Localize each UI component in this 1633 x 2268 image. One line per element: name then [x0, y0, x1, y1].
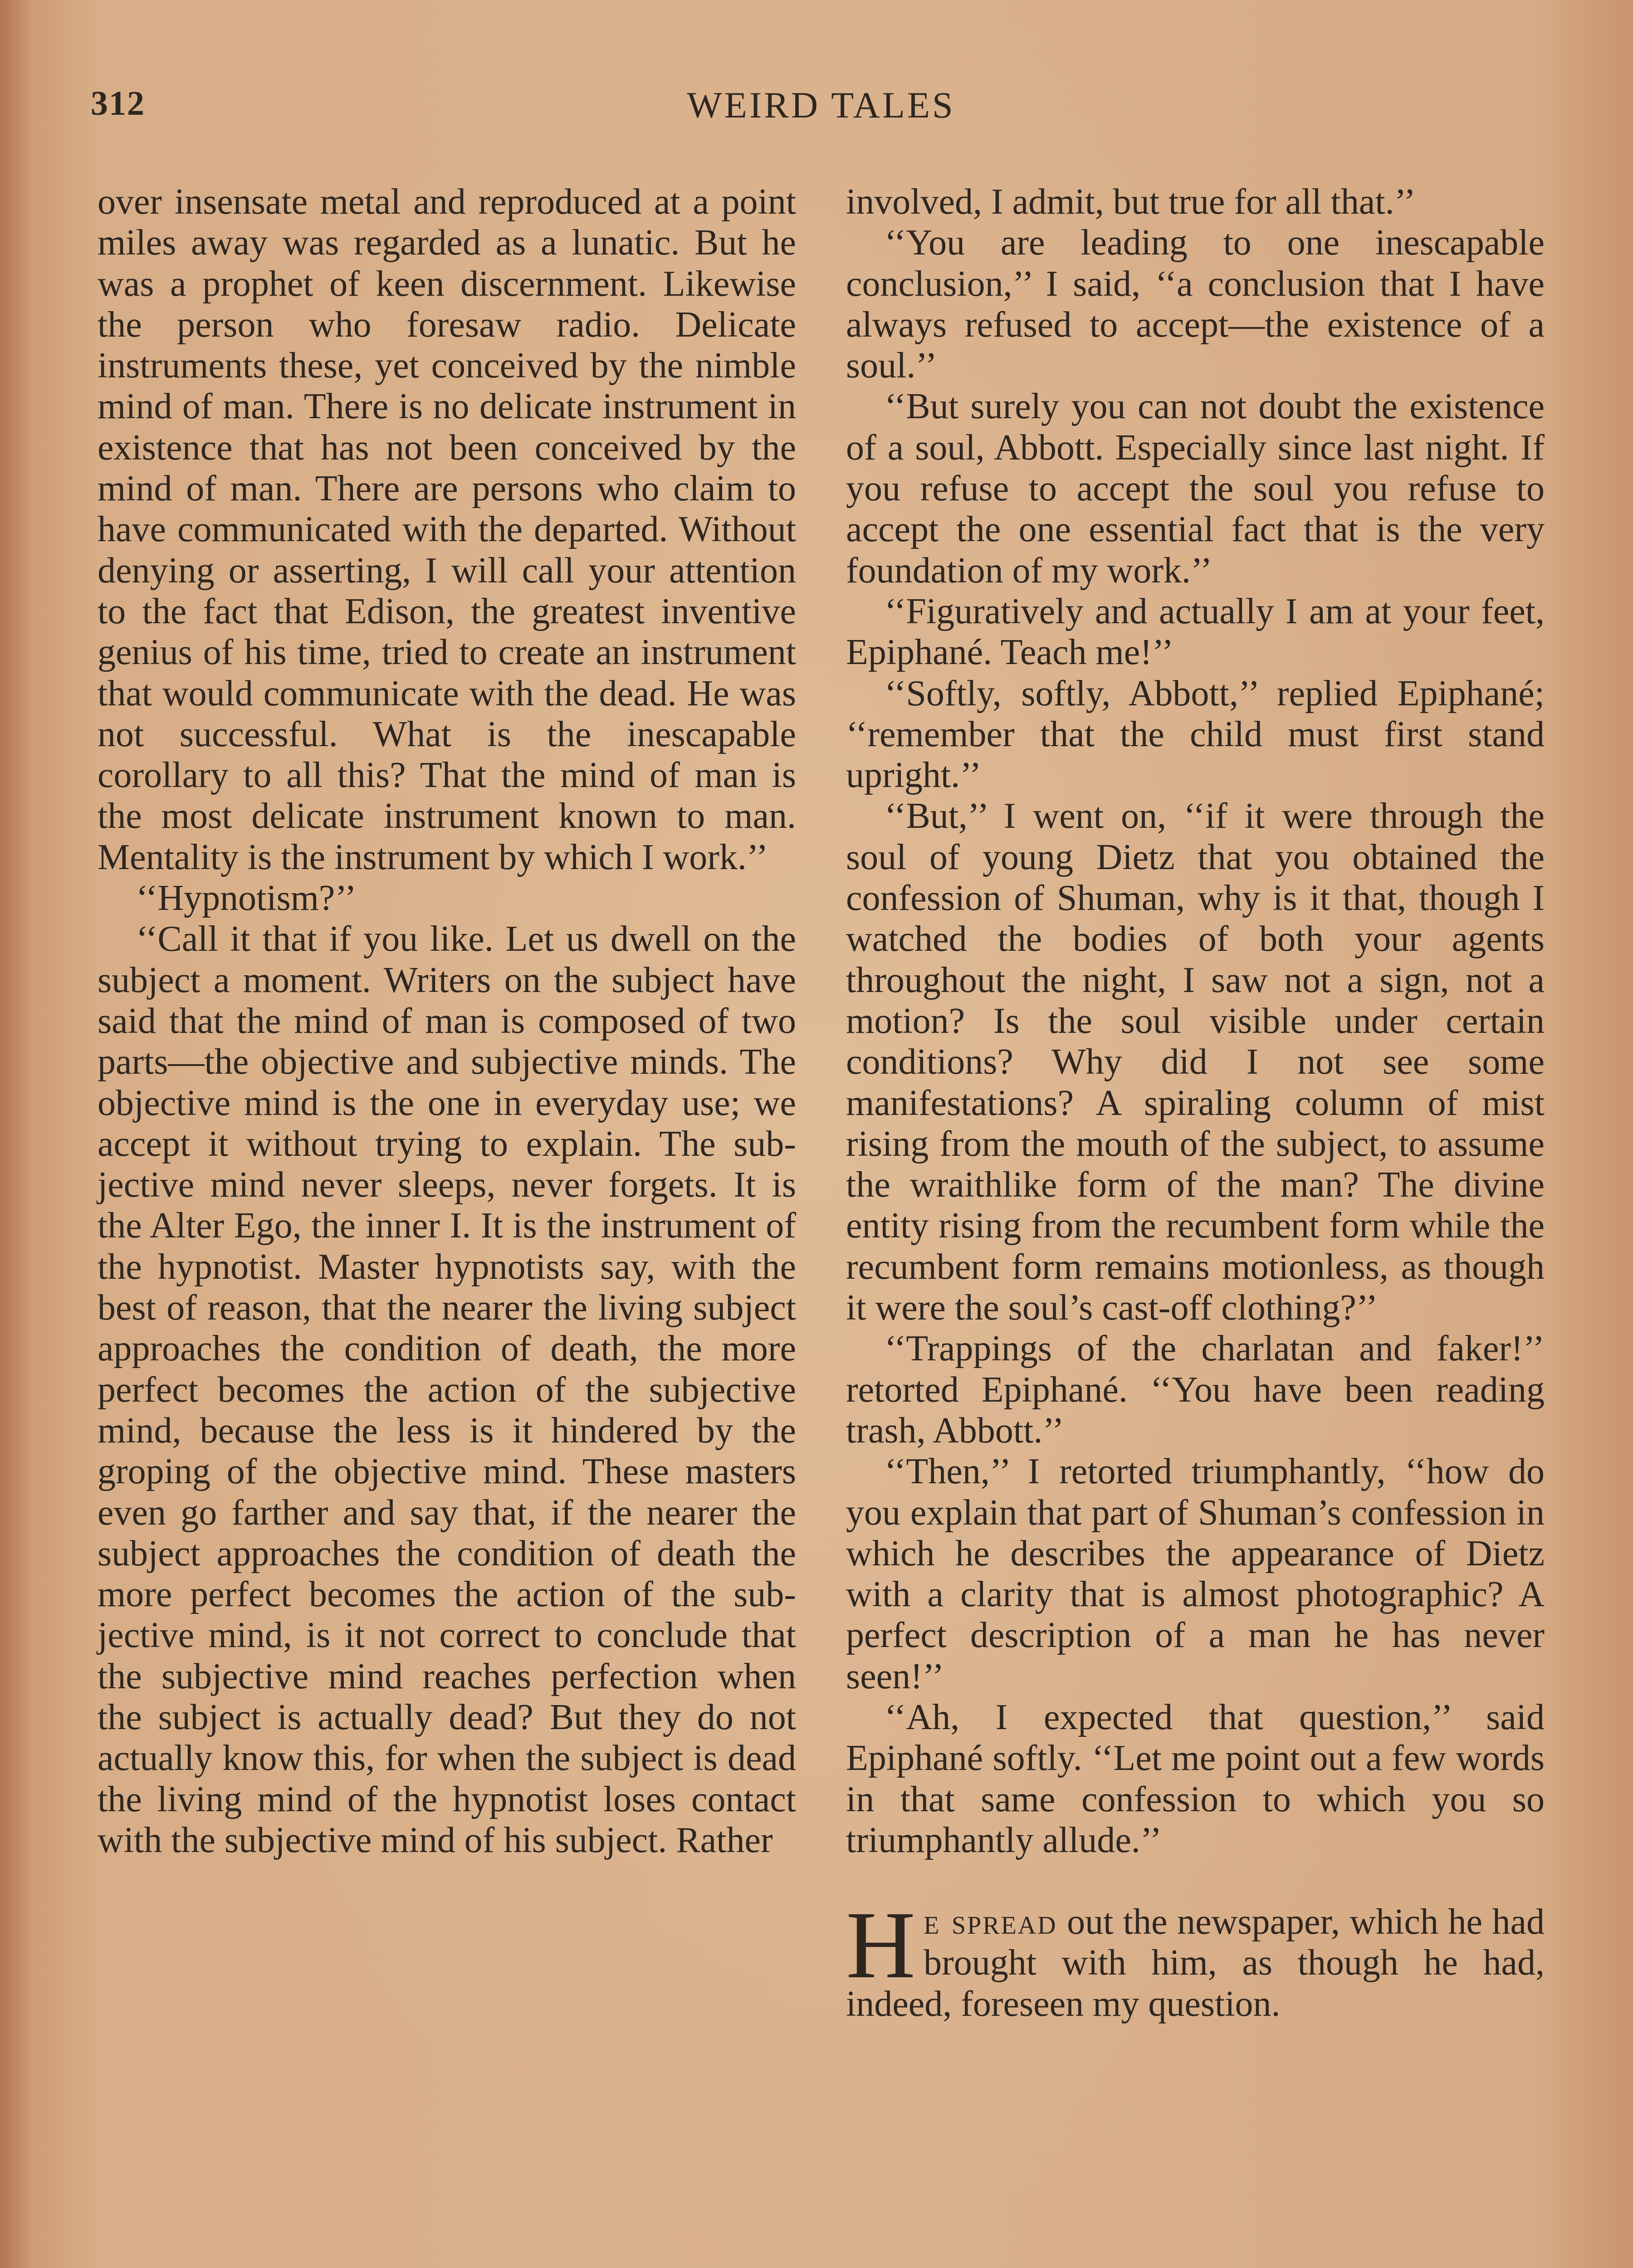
section-break: [846, 1861, 1545, 1901]
paragraph: ‘‘Figuratively and actually I am at your feet, Epiphané. Teach me!’’: [846, 591, 1545, 673]
paragraph: ‘‘Ah, I expected that question,’’ said Epiphané softly. ‘‘Let me point out a few words in that same confession to which you so triumphantly allude.’’: [846, 1697, 1545, 1860]
paragraph: ‘‘Softly, softly, Abbott,’’ replied Epiphané; ‘‘remember that the child must first stand upright.’’: [846, 673, 1545, 796]
right-column: [846, 181, 1545, 2024]
paragraph: ‘‘Trappings of the charlatan and faker!’’ retorted Epiphané. ‘‘You have been reading trash, Abbott.’’: [846, 1329, 1545, 1451]
drop-cap: H: [846, 1892, 916, 1999]
paragraph: ‘‘Hypnotism?’’: [136, 878, 357, 919]
running-head: WEIRD TALES: [687, 84, 955, 126]
paragraph-text: out the newspaper, which he had brought with him, as though he had, indeed, foreseen my question.: [846, 1902, 1545, 2024]
page-number: 312: [91, 84, 145, 122]
paragraph: ‘‘But,’’ I went on, ‘‘if it were through the soul of young Dietz that you obtained the confession of Shuman, why is it that, though I watched the bodies of both your agents throughout the night, I saw not a sign, not a motion? Is the soul visible under certain conditions? Why did I not see some manifestations? A spiraling column of mist rising from the mouth of the subject, to assume the wraithlike form of the man? The divine entity rising from the recumbent form while the recumbent form remains motionless, as though it were the soul’s cast-off clothing?’’: [846, 796, 1545, 1328]
paragraph: ‘‘Then,’’ I retorted triumphantly, ‘‘how do you explain that part of Shuman’s confession in which he describes the appearance of Dietz with a clarity that is almost photographic? A perfect description of a man he has never seen!’’: [846, 1452, 1545, 1696]
left-column: [98, 181, 796, 1861]
paragraph: ‘‘You are leading to one inescapable conclusion,’’ I said, ‘‘a conclusion that I have always refused to accept—the existence of a soul.’’: [846, 223, 1545, 386]
paragraph: involved, I admit, but true for all that.’’: [846, 182, 1416, 222]
page-header: [91, 84, 1551, 134]
small-caps-lead: e spread: [924, 1902, 1057, 1942]
paragraph: ‘‘But surely you can not doubt the existence of a soul, Abbott. Especially since last night. If you refuse to accept the soul you refuse to accept the one essential fact that is the very foundation of my work.’’: [846, 386, 1545, 591]
paragraph: over insensate metal and reproduced at a point miles away was regarded as a lunatic. But he was a prophet of keen discernment. Likewise the person who foresaw radio. Delicate instruments these, yet conceived by the nimble mind of man. There is no delicate instrument in existence that has not been conceived by the mind of man. There are persons who claim to have communicated with the departed. Without denying or asserting, I will call your attention to the fact that Edison, the greatest inventive genius of his time, tried to create an instrument that would communicate with the dead. He was not successful. What is the inescapable corollary to all this? That the mind of man is the most delicate instrument known to man. Mentality is the instrument by which I work.’’: [98, 182, 796, 877]
section-opening-paragraph: [846, 1892, 1545, 2024]
paragraph: ‘‘Call it that if you like. Let us dwell on the subject a moment. Writers on the subject have said that the mind of man is composed of two parts—the objective and subjective minds. The objective mind is the one in everyday use; we accept it without trying to explain. The subjective mind never sleeps, never forgets. It is the Alter Ego, the inner I. It is the instrument of the hypnotist. Master hypnotists say, with the best of reason, that the nearer the living subject approaches the condition of death, the more perfect becomes the action of the subjective mind, because the less is it hindered by the groping of the objective mind. These masters even go farther and say that, if the nearer the subject approaches the condition of death the more perfect becomes the action of the subjective mind, is it not correct to conclude that the subjective mind reaches perfection when the subject is actually dead? But they do not actually know this, for when the subject is dead the living mind of the hypnotist loses contact with the subjective mind of his subject. Rather: [98, 919, 796, 1860]
